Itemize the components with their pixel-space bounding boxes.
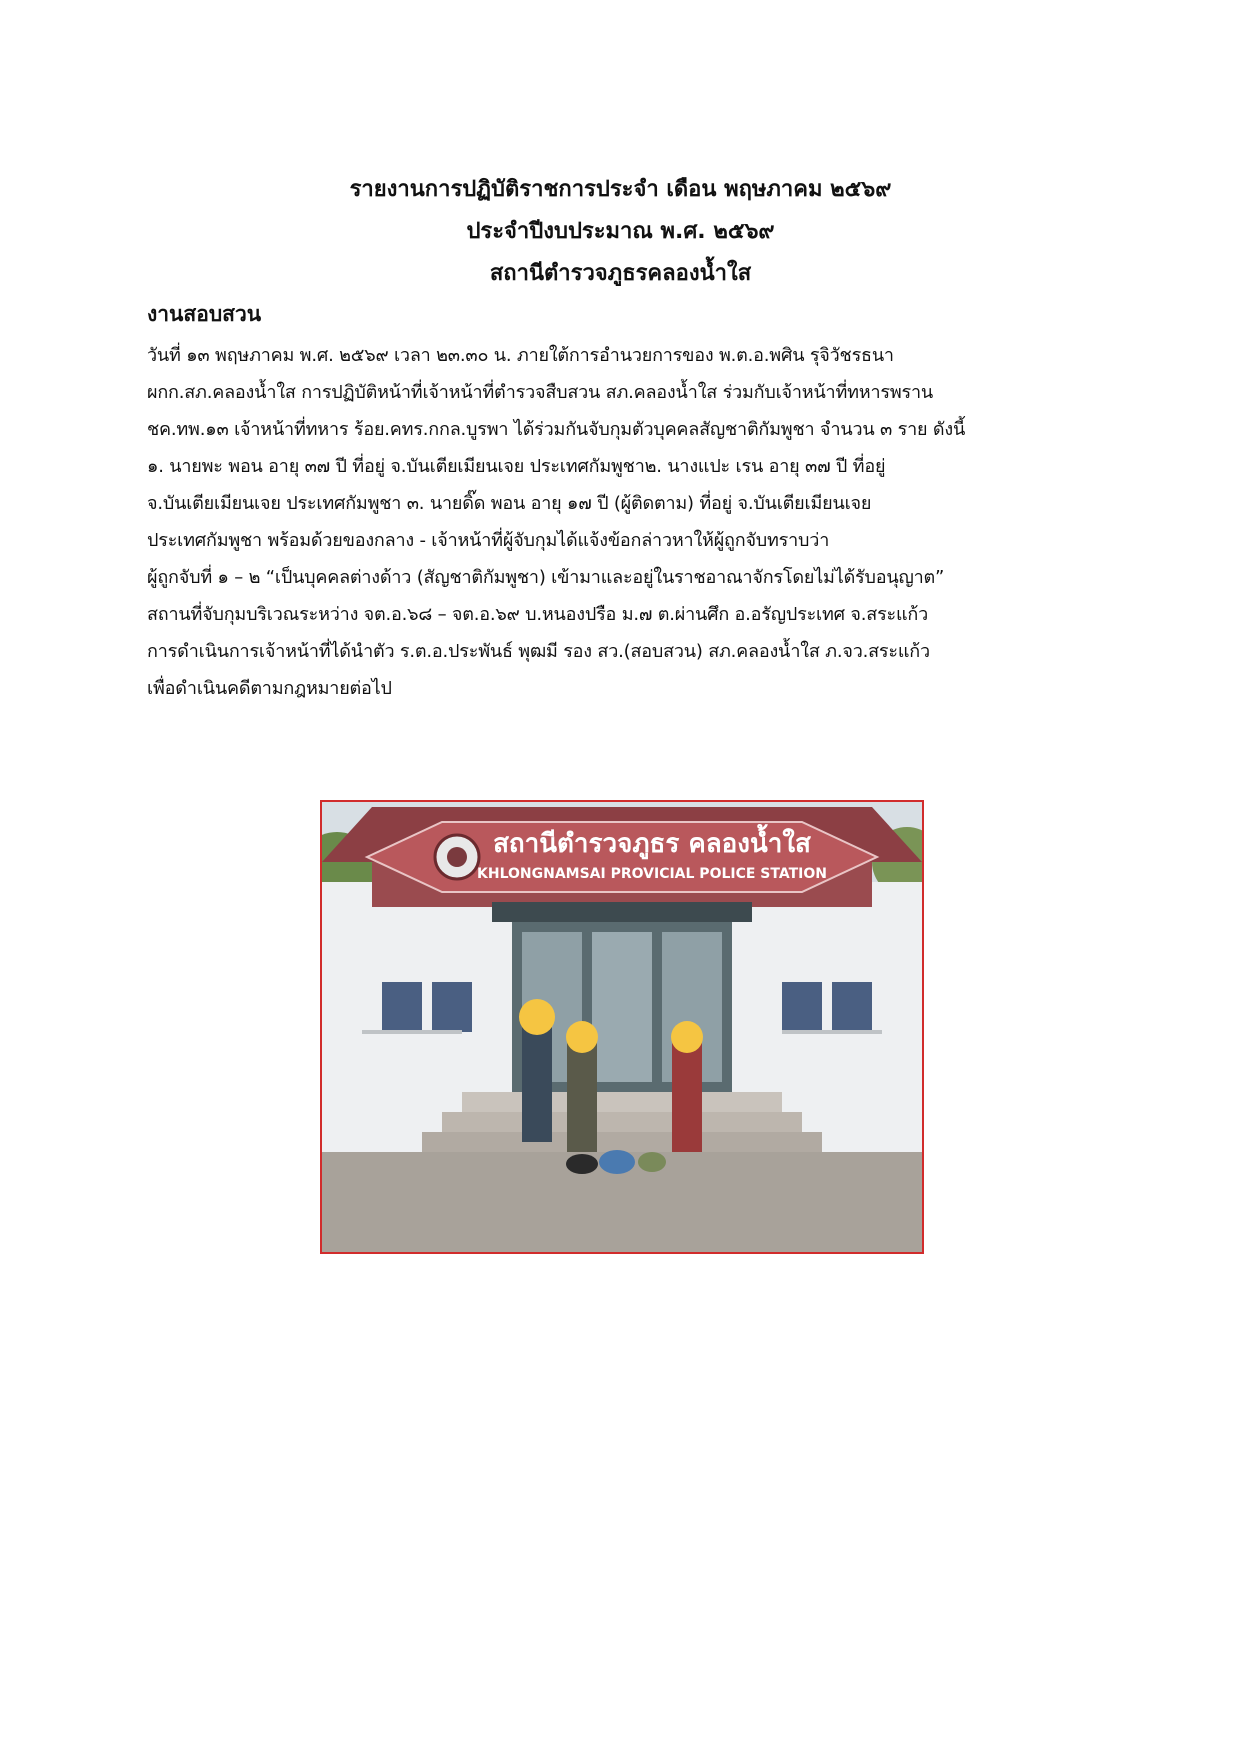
sign-english-text: KHLONGNAMSAI PROVICIAL POLICE STATION (477, 866, 827, 882)
body-line: ๑. นายพะ พอน อายุ ๓๗ ปี ที่อยู่ จ.บันเตียเมียนเจย ประเทศกัมพูชา๒. นางแปะ เรน อายุ ๓๗ ปี ที่อยู่ (147, 456, 886, 477)
body-line: ชค.ทพ.๑๓ เจ้าหน้าที่ทหาร ร้อย.คทร.กกล.บูรพา ได้ร่วมกันจับกุมตัวบุคคลสัญชาติกัมพูชา จำนวน ๓ ราย ดังนี้ (147, 419, 966, 440)
police-station-illustration (322, 802, 922, 1252)
body-line: วันที่ ๑๓ พฤษภาคม พ.ศ. ๒๕๖๙ เวลา ๒๓.๓๐ น. ภายใต้การอำนวยการของ พ.ต.อ.พศิน รุจิวัชรธนา (147, 345, 894, 366)
section-heading: งานสอบสวน (147, 302, 262, 326)
body-line: การดำเนินการเจ้าหน้าที่ได้นำตัว ร.ต.อ.ประพันธ์ พุฒมี รอง สว.(สอบสวน) สภ.คลองน้ำใส ภ.จว.สระแก้ว (147, 641, 930, 662)
body-line: ผู้ถูกจับที่ ๑ – ๒ “เป็นบุคคลต่างด้าว (สัญชาติกัมพูชา) เข้ามาและอยู่ในราชอาณาจักรโดยไม่ได้รับอนุญาต” (147, 567, 945, 588)
police-station-photo (320, 800, 924, 1254)
body-line: สถานที่จับกุมบริเวณระหว่าง จต.อ.๖๘ – จต.อ.๖๙ บ.หนองปรือ ม.๗ ต.ผ่านศึก อ.อรัญประเทศ จ.สระแก้ว (147, 604, 929, 625)
report-title-line-1: รายงานการปฏิบัติราชการประจำ เดือน พฤษภาคม ๒๕๖๙ (349, 177, 892, 202)
sign-thai-text: สถานีตำรวจภูธร คลองน้ำใส (493, 829, 811, 859)
report-title-line-3: สถานีตำรวจภูธรคลองน้ำใส (489, 261, 752, 286)
report-title-line-2: ประจำปีงบประมาณ พ.ศ. ๒๕๖๙ (466, 219, 775, 244)
body-line: ประเทศกัมพูชา พร้อมด้วยของกลาง - เจ้าหน้าที่ผู้จับกุมได้แจ้งข้อกล่าวหาให้ผู้ถูกจับทราบว่า (147, 530, 830, 551)
body-line: ผกก.สภ.คลองน้ำใส การปฏิบัติหน้าที่เจ้าหน้าที่ตำรวจสืบสวน สภ.คลองน้ำใส ร่วมกับเจ้าหน้าที่ทหารพราน (147, 382, 933, 403)
body-line: จ.บันเตียเมียนเจย ประเทศกัมพูชา ๓. นายดิ๊ด พอน อายุ ๑๗ ปี (ผู้ติดตาม) ที่อยู่ จ.บันเตียเมียนเจย (147, 493, 872, 514)
body-line: เพื่อดำเนินคดีตามกฎหมายต่อไป (147, 678, 392, 699)
